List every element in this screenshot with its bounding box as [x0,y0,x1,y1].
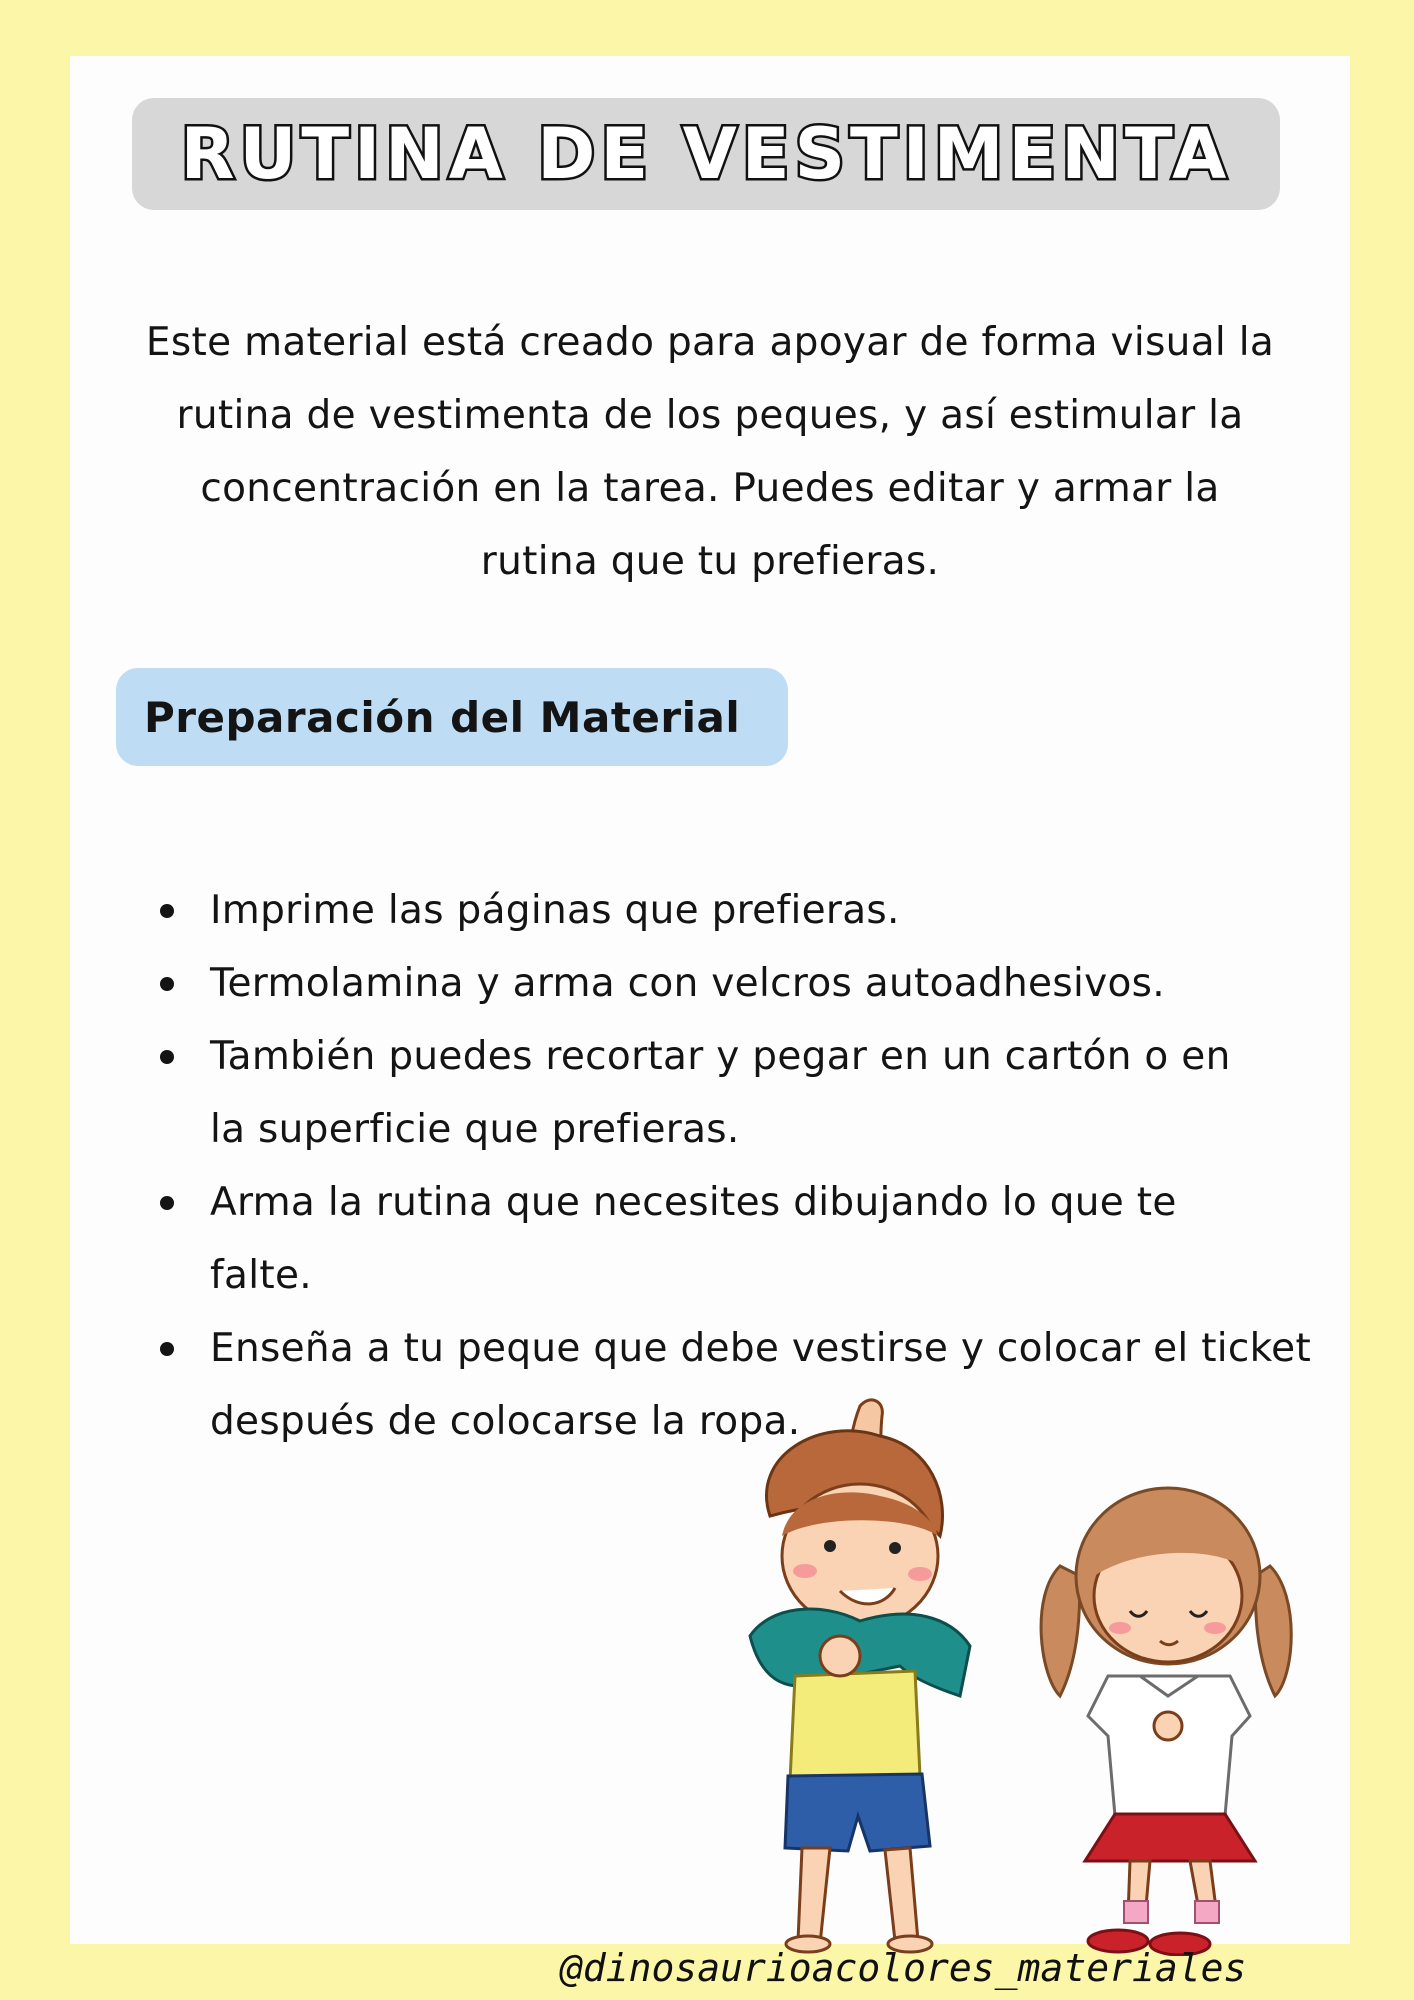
bullet-icon [160,1342,174,1356]
step-line: También puedes recortar y pegar en un cartón o en [210,1034,1231,1079]
section-banner [116,668,788,766]
bullet-icon [160,1196,174,1210]
steps-list [120,874,1330,1458]
girl-figure [1041,1488,1291,1955]
section-title: Preparación del Material [144,692,741,742]
bullet-icon [160,977,174,991]
list-item [120,1166,1330,1312]
footer-handle: @dinosaurioacolores_materiales [560,1946,1247,1990]
document-sheet [70,56,1350,1944]
step-line: Imprime las páginas que prefieras. [210,888,900,933]
step-line: la superficie que prefieras. [210,1107,740,1152]
list-item [120,1020,1330,1166]
intro-line: Este material está creado para apoyar de forma visual la [145,320,1275,365]
intro-line: rutina que tu prefieras. [480,539,940,584]
step-line: después de colocarse la ropa. [210,1399,801,1444]
list-item [120,947,1330,1020]
intro-paragraph [80,306,1340,598]
step-line: Enseña a tu peque que debe vestirse y colocar el ticket [210,1326,1312,1371]
step-line: falte. [210,1253,312,1298]
list-item [120,874,1330,947]
step-line: Arma la rutina que necesites dibujando lo que te [210,1180,1177,1225]
kids-dressing-illustration [710,1396,1310,1956]
step-line: Termolamina y arma con velcros autoadhesivos. [210,961,1165,1006]
bullet-icon [160,904,174,918]
intro-line: rutina de vestimenta de los peques, y así estimular la [176,393,1244,438]
intro-line: concentración en la tarea. Puedes editar y armar la [200,466,1220,511]
bullet-icon [160,1050,174,1064]
boy-figure [750,1400,970,1952]
title-banner [132,98,1280,210]
page-title: RUTINA DE VESTIMENTA [180,113,1232,195]
